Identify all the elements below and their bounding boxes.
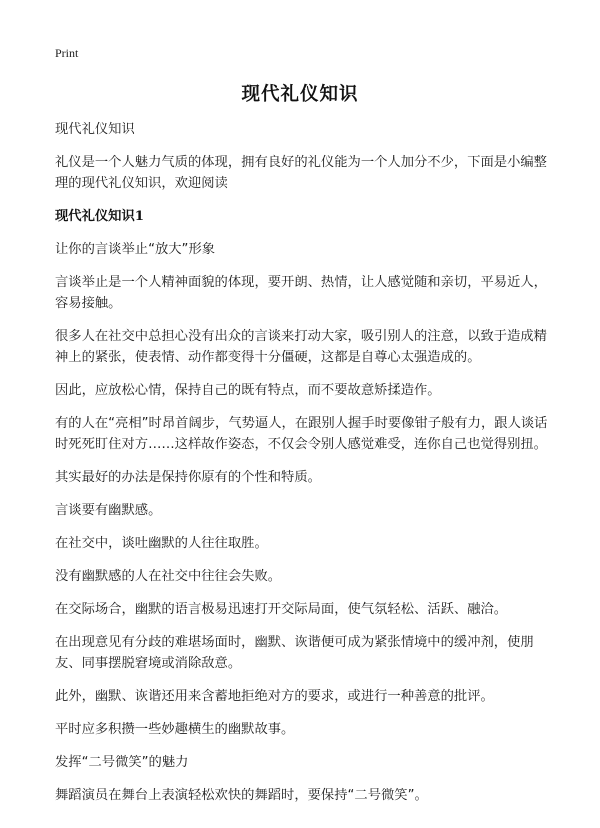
paragraph-subtitle: 现代礼仪知识	[55, 122, 135, 137]
print-link[interactable]: Print	[55, 46, 79, 60]
paragraph: 言谈举止是一个人精神面貌的体现，要开朗、热情，让人感觉随和亲切，平易近人，容易接触。	[55, 275, 547, 311]
paragraph: 因此，应放松心情，保持自己的既有特点，而不要故意矫揉造作。	[55, 383, 441, 398]
paragraph: 让你的言谈举止“放大”形象	[55, 242, 216, 257]
paragraph: 发挥“二号微笑”的魅力	[55, 755, 189, 770]
paragraph: 在出现意见有分歧的难堪场面时，幽默、诙谐便可成为紧张情境中的缓冲剂，使朋友、同事摆脱窘境或消除敌意。	[55, 635, 534, 671]
paragraph: 很多人在社交中总担心没有出众的言谈来打动大家，吸引别人的注意，以致于造成精神上的紧张，使表情、动作都变得十分僵硬，这都是自尊心太强造成的。	[55, 329, 547, 365]
paragraph: 平时应多积攒一些妙趣横生的幽默故事。	[55, 722, 295, 737]
page-title: 现代礼仪知识	[241, 84, 359, 105]
document-body	[55, 119, 550, 818]
section-heading: 现代礼仪知识1	[55, 209, 145, 224]
paragraph: 在社交中，谈吐幽默的人往往取胜。	[55, 536, 268, 551]
paragraph-intro: 礼仪是一个人魅力气质的体现，拥有良好的礼仪能为一个人加分不少，下面是小编整理的现代礼仪知识，欢迎阅读	[55, 155, 547, 191]
paragraph: 舞蹈演员在舞台上表演轻松欢快的舞蹈时，要保持“二号微笑”。	[55, 788, 428, 803]
paragraph: 在交际场合，幽默的语言极易迅速打开交际局面，使气氛轻松、活跃、融洽。	[55, 602, 508, 617]
paragraph: 此外，幽默、诙谐还用来含蓄地拒绝对方的要求，或进行一种善意的批评。	[55, 689, 494, 704]
paragraph: 其实最好的办法是保持你原有的个性和特质。	[55, 470, 321, 485]
paragraph: 没有幽默感的人在社交中往往会失败。	[55, 569, 282, 584]
paragraph: 言谈要有幽默感。	[55, 503, 162, 518]
paragraph: 有的人在“亮相”时昂首阔步，气势逼人，在跟别人握手时要像钳子般有力，跟人谈话时死死盯住对方……这样故作姿态，不仅会令别人感觉难受，连你自己也觉得别扭。	[55, 416, 548, 452]
